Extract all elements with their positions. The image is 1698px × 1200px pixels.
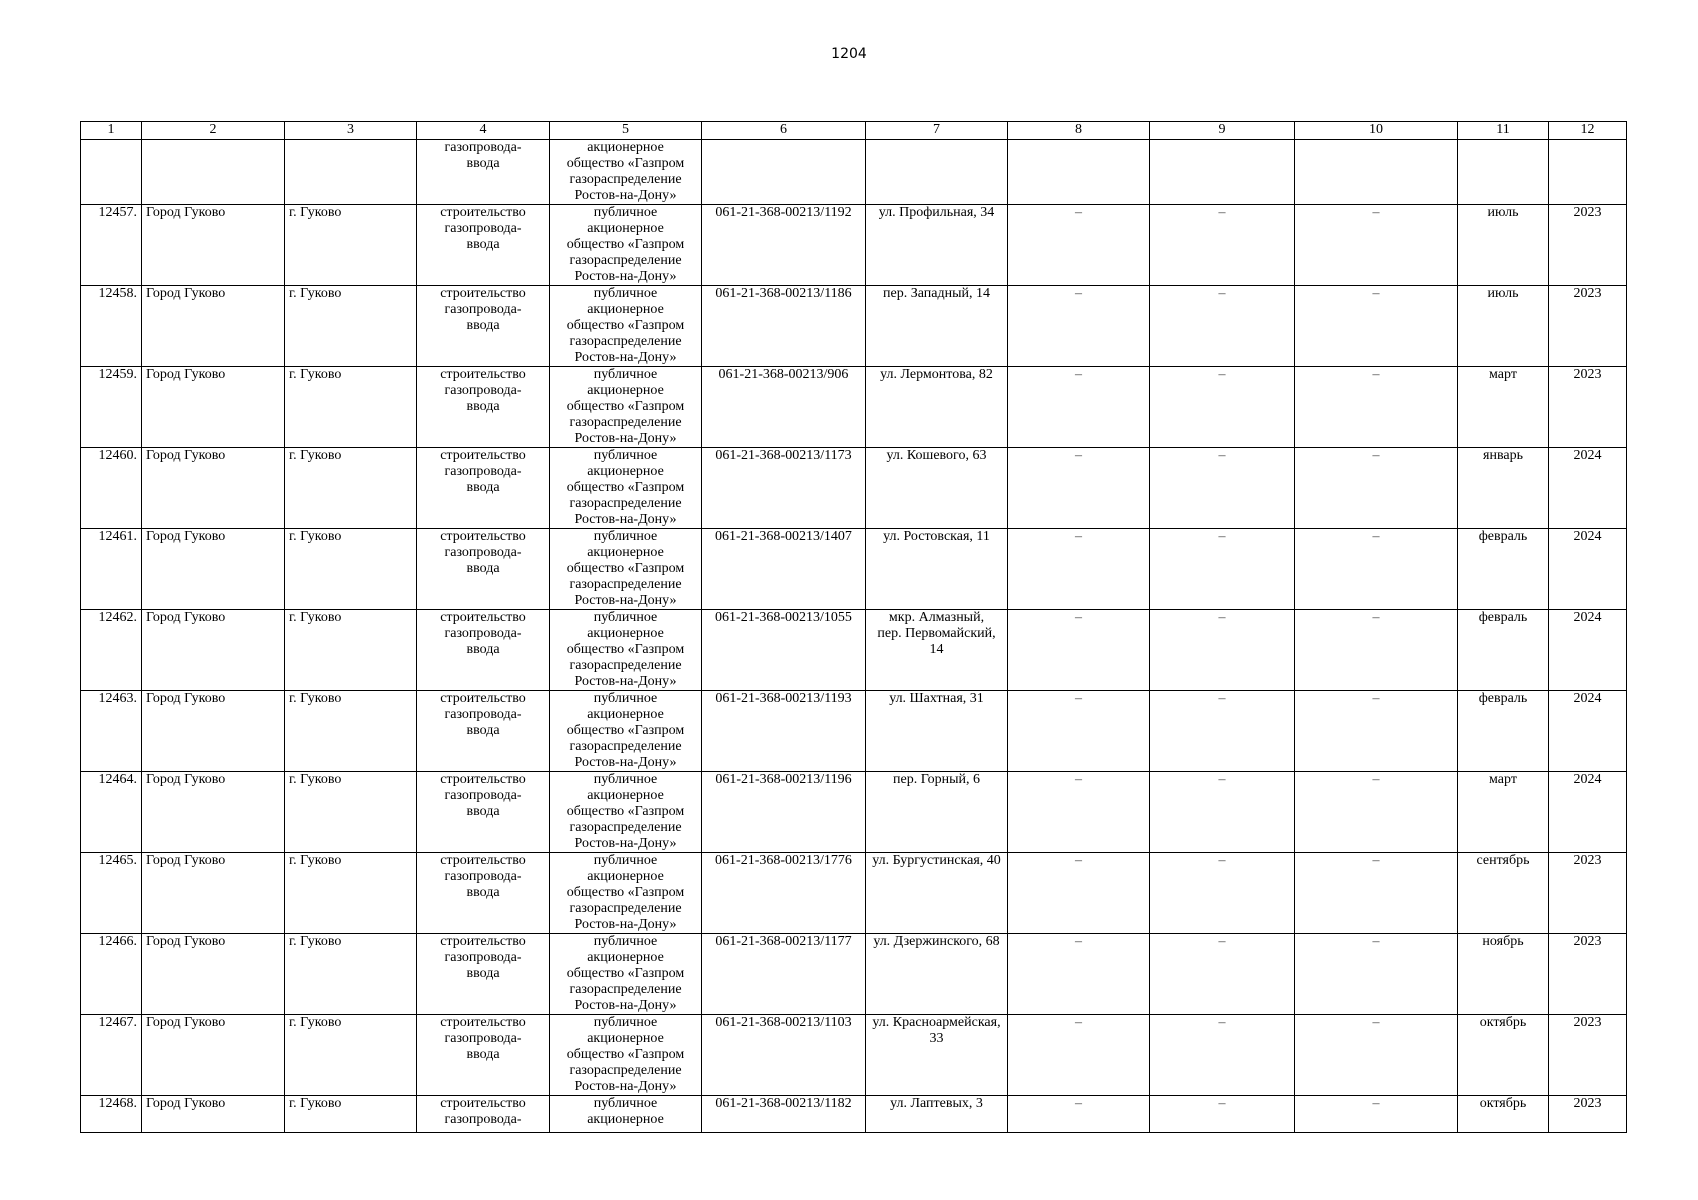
- col-header: 1: [81, 122, 142, 140]
- col-header: 10: [1295, 122, 1458, 140]
- address-cell: мкр. Алмазный, пер. Первомайский, 14: [866, 610, 1008, 691]
- dash-cell: –: [1150, 691, 1295, 772]
- municipality-cell: Город Гуково: [142, 934, 285, 1015]
- row-number: 12459.: [81, 367, 142, 448]
- address-cell: пер. Горный, 6: [866, 772, 1008, 853]
- code-cell: 061-21-368-00213/1193: [702, 691, 866, 772]
- address-cell: ул. Бургустинская, 40: [866, 853, 1008, 934]
- municipality-cell: Город Гуково: [142, 529, 285, 610]
- table-row: [81, 934, 1627, 1015]
- settlement-cell: г. Гуково: [285, 1015, 417, 1096]
- month-cell: сентябрь: [1458, 853, 1549, 934]
- address-cell: ул. Профильная, 34: [866, 205, 1008, 286]
- year-cell: 2023: [1549, 934, 1627, 1015]
- settlement-cell: г. Гуково: [285, 853, 417, 934]
- month-cell: февраль: [1458, 529, 1549, 610]
- code-cell: 061-21-368-00213/1103: [702, 1015, 866, 1096]
- address-cell: ул. Кошевого, 63: [866, 448, 1008, 529]
- table-cell: [1150, 140, 1295, 205]
- table-cell: [866, 140, 1008, 205]
- dash-cell: –: [1295, 772, 1458, 853]
- dash-cell: –: [1295, 205, 1458, 286]
- table-row: [81, 691, 1627, 772]
- year-cell: 2024: [1549, 448, 1627, 529]
- settlement-cell: г. Гуково: [285, 1096, 417, 1133]
- code-cell: 061-21-368-00213/1196: [702, 772, 866, 853]
- dash-cell: –: [1008, 853, 1150, 934]
- month-cell: март: [1458, 367, 1549, 448]
- table-cell: акционерное общество «Газпром газораспределение Ростов-на-Дону»: [550, 140, 702, 205]
- year-cell: 2023: [1549, 1015, 1627, 1096]
- col-header: 7: [866, 122, 1008, 140]
- dash-cell: –: [1008, 286, 1150, 367]
- dash-cell: –: [1295, 853, 1458, 934]
- owner-cell: публичное акционерное общество «Газпром газораспределение Ростов-на-Дону»: [550, 772, 702, 853]
- dash-cell: –: [1150, 1096, 1295, 1133]
- table-cell: [702, 140, 866, 205]
- table-row: [81, 448, 1627, 529]
- owner-cell: публичное акционерное: [550, 1096, 702, 1133]
- table-row: [81, 286, 1627, 367]
- row-number: 12466.: [81, 934, 142, 1015]
- work-type-cell: строительство газопровода- ввода: [417, 367, 550, 448]
- dash-cell: –: [1008, 772, 1150, 853]
- settlement-cell: г. Гуково: [285, 448, 417, 529]
- settlement-cell: г. Гуково: [285, 772, 417, 853]
- owner-cell: публичное акционерное общество «Газпром газораспределение Ростов-на-Дону»: [550, 448, 702, 529]
- code-cell: 061-21-368-00213/1776: [702, 853, 866, 934]
- work-type-cell: строительство газопровода- ввода: [417, 205, 550, 286]
- year-cell: 2024: [1549, 610, 1627, 691]
- dash-cell: –: [1150, 934, 1295, 1015]
- dash-cell: –: [1295, 1015, 1458, 1096]
- table-row: [81, 1096, 1627, 1133]
- month-cell: март: [1458, 772, 1549, 853]
- address-cell: пер. Западный, 14: [866, 286, 1008, 367]
- year-cell: 2023: [1549, 1096, 1627, 1133]
- dash-cell: –: [1008, 934, 1150, 1015]
- dash-cell: –: [1008, 610, 1150, 691]
- owner-cell: публичное акционерное общество «Газпром газораспределение Ростов-на-Дону»: [550, 286, 702, 367]
- year-cell: 2024: [1549, 691, 1627, 772]
- owner-cell: публичное акционерное общество «Газпром газораспределение Ростов-на-Дону»: [550, 1015, 702, 1096]
- municipality-cell: Город Гуково: [142, 610, 285, 691]
- work-type-cell: строительство газопровода- ввода: [417, 610, 550, 691]
- code-cell: 061-21-368-00213/1177: [702, 934, 866, 1015]
- table-cell: [142, 140, 285, 205]
- table-row: [81, 772, 1627, 853]
- year-cell: 2023: [1549, 205, 1627, 286]
- col-header: 5: [550, 122, 702, 140]
- month-cell: октябрь: [1458, 1096, 1549, 1133]
- col-header: 8: [1008, 122, 1150, 140]
- month-cell: октябрь: [1458, 1015, 1549, 1096]
- table-row: [81, 853, 1627, 934]
- data-table: [80, 121, 1627, 1133]
- work-type-cell: строительство газопровода-: [417, 1096, 550, 1133]
- dash-cell: –: [1295, 1096, 1458, 1133]
- col-header: 4: [417, 122, 550, 140]
- table-row: [81, 1015, 1627, 1096]
- dash-cell: –: [1008, 205, 1150, 286]
- table-cell: [1458, 140, 1549, 205]
- table-cell: [1295, 140, 1458, 205]
- municipality-cell: Город Гуково: [142, 286, 285, 367]
- table-row: [81, 610, 1627, 691]
- dash-cell: –: [1150, 448, 1295, 529]
- owner-cell: публичное акционерное общество «Газпром газораспределение Ростов-на-Дону»: [550, 367, 702, 448]
- year-cell: 2023: [1549, 367, 1627, 448]
- row-number: 12458.: [81, 286, 142, 367]
- col-header: 12: [1549, 122, 1627, 140]
- work-type-cell: строительство газопровода- ввода: [417, 448, 550, 529]
- dash-cell: –: [1008, 448, 1150, 529]
- col-header: 3: [285, 122, 417, 140]
- col-header: 2: [142, 122, 285, 140]
- row-number: 12462.: [81, 610, 142, 691]
- year-cell: 2024: [1549, 529, 1627, 610]
- dash-cell: –: [1295, 610, 1458, 691]
- row-number: 12460.: [81, 448, 142, 529]
- address-cell: ул. Лаптевых, 3: [866, 1096, 1008, 1133]
- header-row: [81, 122, 1627, 140]
- year-cell: 2024: [1549, 772, 1627, 853]
- month-cell: февраль: [1458, 691, 1549, 772]
- dash-cell: –: [1008, 691, 1150, 772]
- col-header: 9: [1150, 122, 1295, 140]
- owner-cell: публичное акционерное общество «Газпром газораспределение Ростов-на-Дону»: [550, 934, 702, 1015]
- dash-cell: –: [1295, 448, 1458, 529]
- dash-cell: –: [1008, 1096, 1150, 1133]
- table-cell: газопровода- ввода: [417, 140, 550, 205]
- code-cell: 061-21-368-00213/1055: [702, 610, 866, 691]
- month-cell: июль: [1458, 205, 1549, 286]
- continuation-row: [81, 140, 1627, 205]
- municipality-cell: Город Гуково: [142, 367, 285, 448]
- row-number: 12468.: [81, 1096, 142, 1133]
- code-cell: 061-21-368-00213/906: [702, 367, 866, 448]
- col-header: 11: [1458, 122, 1549, 140]
- table-row: [81, 367, 1627, 448]
- settlement-cell: г. Гуково: [285, 367, 417, 448]
- table-cell: [285, 140, 417, 205]
- code-cell: 061-21-368-00213/1182: [702, 1096, 866, 1133]
- dash-cell: –: [1150, 367, 1295, 448]
- row-number: 12461.: [81, 529, 142, 610]
- owner-cell: публичное акционерное общество «Газпром газораспределение Ростов-на-Дону»: [550, 205, 702, 286]
- row-number: 12467.: [81, 1015, 142, 1096]
- dash-cell: –: [1295, 529, 1458, 610]
- owner-cell: публичное акционерное общество «Газпром газораспределение Ростов-на-Дону»: [550, 691, 702, 772]
- code-cell: 061-21-368-00213/1186: [702, 286, 866, 367]
- dash-cell: –: [1150, 610, 1295, 691]
- code-cell: 061-21-368-00213/1192: [702, 205, 866, 286]
- work-type-cell: строительство газопровода- ввода: [417, 529, 550, 610]
- dash-cell: –: [1295, 367, 1458, 448]
- settlement-cell: г. Гуково: [285, 610, 417, 691]
- row-number: 12465.: [81, 853, 142, 934]
- municipality-cell: Город Гуково: [142, 772, 285, 853]
- settlement-cell: г. Гуково: [285, 934, 417, 1015]
- dash-cell: –: [1008, 529, 1150, 610]
- municipality-cell: Город Гуково: [142, 1015, 285, 1096]
- owner-cell: публичное акционерное общество «Газпром газораспределение Ростов-на-Дону»: [550, 529, 702, 610]
- row-number: 12457.: [81, 205, 142, 286]
- work-type-cell: строительство газопровода- ввода: [417, 772, 550, 853]
- work-type-cell: строительство газопровода- ввода: [417, 934, 550, 1015]
- owner-cell: публичное акционерное общество «Газпром газораспределение Ростов-на-Дону»: [550, 853, 702, 934]
- municipality-cell: Город Гуково: [142, 205, 285, 286]
- year-cell: 2023: [1549, 853, 1627, 934]
- page-number: 1204: [831, 46, 867, 62]
- address-cell: ул. Красноармейская, 33: [866, 1015, 1008, 1096]
- code-cell: 061-21-368-00213/1173: [702, 448, 866, 529]
- dash-cell: –: [1150, 1015, 1295, 1096]
- month-cell: январь: [1458, 448, 1549, 529]
- row-number: 12463.: [81, 691, 142, 772]
- address-cell: ул. Шахтная, 31: [866, 691, 1008, 772]
- municipality-cell: Город Гуково: [142, 853, 285, 934]
- dash-cell: –: [1008, 367, 1150, 448]
- table-cell: [1549, 140, 1627, 205]
- table-cell: [1008, 140, 1150, 205]
- month-cell: июль: [1458, 286, 1549, 367]
- row-number: 12464.: [81, 772, 142, 853]
- dash-cell: –: [1150, 853, 1295, 934]
- col-header: 6: [702, 122, 866, 140]
- dash-cell: –: [1150, 205, 1295, 286]
- table-cell: [81, 140, 142, 205]
- table-row: [81, 529, 1627, 610]
- municipality-cell: Город Гуково: [142, 448, 285, 529]
- code-cell: 061-21-368-00213/1407: [702, 529, 866, 610]
- dash-cell: –: [1295, 934, 1458, 1015]
- dash-cell: –: [1008, 1015, 1150, 1096]
- work-type-cell: строительство газопровода- ввода: [417, 691, 550, 772]
- dash-cell: –: [1150, 772, 1295, 853]
- dash-cell: –: [1295, 691, 1458, 772]
- year-cell: 2023: [1549, 286, 1627, 367]
- month-cell: ноябрь: [1458, 934, 1549, 1015]
- address-cell: ул. Дзержинского, 68: [866, 934, 1008, 1015]
- dash-cell: –: [1150, 286, 1295, 367]
- work-type-cell: строительство газопровода- ввода: [417, 286, 550, 367]
- work-type-cell: строительство газопровода- ввода: [417, 853, 550, 934]
- settlement-cell: г. Гуково: [285, 205, 417, 286]
- settlement-cell: г. Гуково: [285, 529, 417, 610]
- address-cell: ул. Ростовская, 11: [866, 529, 1008, 610]
- municipality-cell: Город Гуково: [142, 1096, 285, 1133]
- owner-cell: публичное акционерное общество «Газпром газораспределение Ростов-на-Дону»: [550, 610, 702, 691]
- settlement-cell: г. Гуково: [285, 691, 417, 772]
- table-row: [81, 205, 1627, 286]
- dash-cell: –: [1295, 286, 1458, 367]
- work-type-cell: строительство газопровода- ввода: [417, 1015, 550, 1096]
- month-cell: февраль: [1458, 610, 1549, 691]
- settlement-cell: г. Гуково: [285, 286, 417, 367]
- dash-cell: –: [1150, 529, 1295, 610]
- address-cell: ул. Лермонтова, 82: [866, 367, 1008, 448]
- municipality-cell: Город Гуково: [142, 691, 285, 772]
